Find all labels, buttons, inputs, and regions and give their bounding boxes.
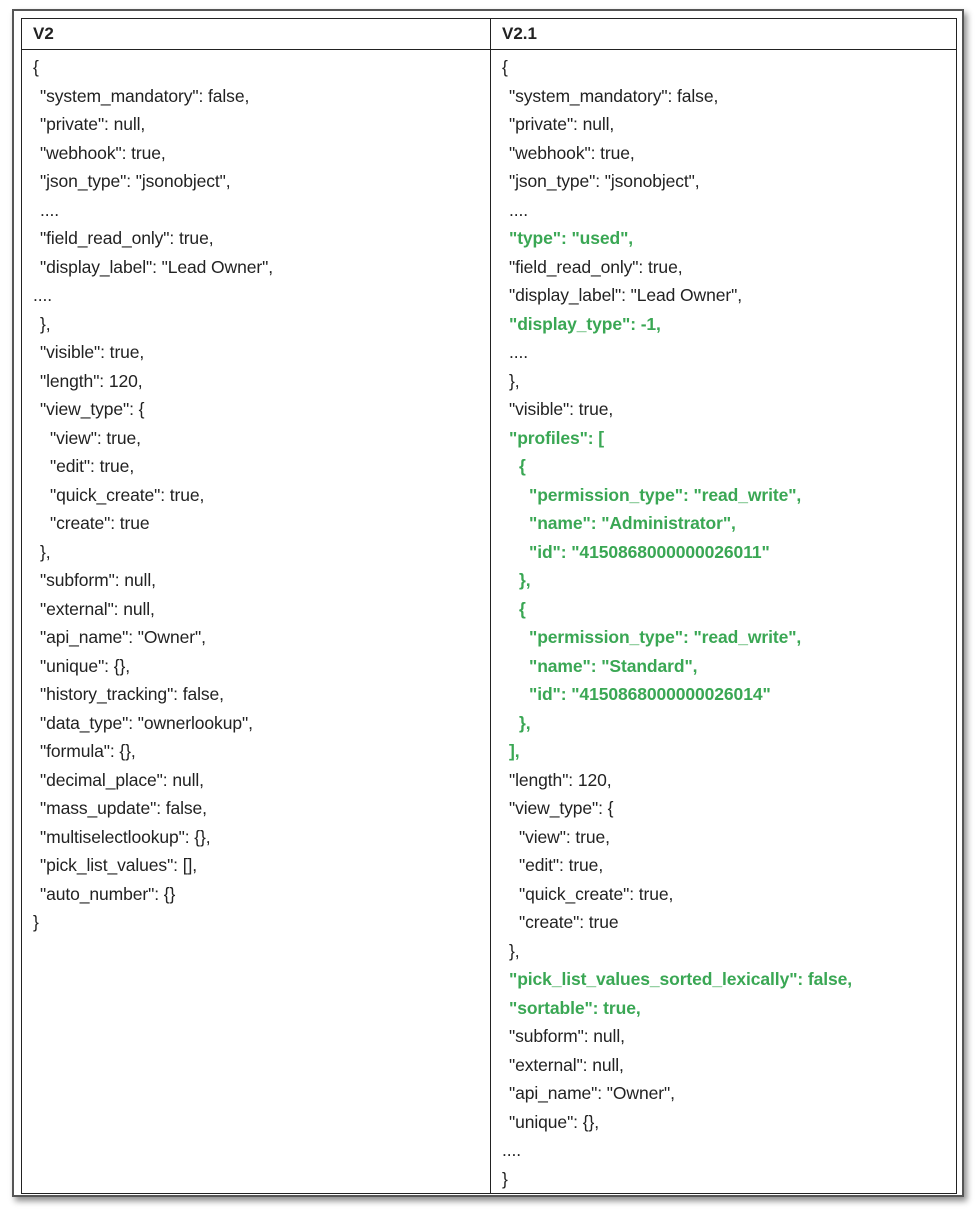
code-line: .... <box>40 199 60 220</box>
code-line: "json_type": "jsonobject", <box>40 171 231 191</box>
code-line: "multiselectlookup": {}, <box>40 826 211 847</box>
code-line-added: "profiles": [ <box>509 427 605 448</box>
code-line-added: ], <box>509 741 520 761</box>
code-line: "webhook": true, <box>40 142 166 163</box>
code-line: "quick_create": true, <box>50 484 205 505</box>
v2-code-block <box>22 50 490 937</box>
code-line: "auto_number": {} <box>40 883 176 904</box>
code-line-added: "name": "Administrator", <box>529 513 736 533</box>
code-line: "visible": true, <box>40 342 145 362</box>
code-line: }, <box>509 940 520 961</box>
code-line: "edit": true, <box>519 855 604 875</box>
code-line-added: "sortable": true, <box>509 997 641 1018</box>
code-line: "create": true <box>50 513 150 533</box>
code-line: "view_type": { <box>40 399 145 419</box>
code-line: "history_tracking": false, <box>40 684 224 704</box>
code-line: "view_type": { <box>509 798 614 818</box>
code-line-added: "display_type": -1, <box>509 313 661 334</box>
code-line: "display_label": "Lead Owner", <box>40 256 273 277</box>
code-line: "length": 120, <box>509 769 612 790</box>
code-line: { <box>502 57 508 77</box>
v2-1-code-block <box>491 50 956 1193</box>
code-line: "view": true, <box>50 427 141 448</box>
code-line: { <box>33 57 39 77</box>
code-line-added: { <box>519 598 526 619</box>
v2-code-cell <box>22 50 491 1194</box>
code-line-added: "type": "used", <box>509 228 634 248</box>
code-line: .... <box>502 1140 522 1160</box>
code-line: "json_type": "jsonobject", <box>509 171 700 191</box>
code-line: "subform": null, <box>40 570 156 590</box>
code-line-added: "id": "4150868000000026011" <box>529 541 770 562</box>
code-line: "unique": {}, <box>509 1111 599 1132</box>
code-line-added: { <box>519 456 526 476</box>
code-line: "external": null, <box>509 1054 624 1075</box>
code-line: "length": 120, <box>40 370 143 391</box>
code-line-added: "name": "Standard", <box>529 655 698 676</box>
code-line: "quick_create": true, <box>519 883 674 904</box>
code-line: "unique": {}, <box>40 655 130 676</box>
code-line: "api_name": "Owner", <box>40 627 206 647</box>
code-line-added: "id": "4150868000000026014" <box>529 684 771 704</box>
code-line: "data_type": "ownerlookup", <box>40 712 253 733</box>
code-line: "formula": {}, <box>40 741 136 761</box>
code-line: "field_read_only": true, <box>40 228 214 248</box>
code-line: } <box>33 912 39 932</box>
code-line: "pick_list_values": [], <box>40 855 197 875</box>
comparison-frame <box>12 9 964 1197</box>
body-row <box>22 50 957 1194</box>
code-line: }, <box>40 541 51 562</box>
code-line: "field_read_only": true, <box>509 256 683 277</box>
code-line: "webhook": true, <box>509 142 635 163</box>
code-line: "create": true <box>519 912 619 932</box>
code-line: "visible": true, <box>509 399 614 419</box>
code-line: "edit": true, <box>50 456 135 476</box>
header-row <box>22 19 957 50</box>
code-line: "system_mandatory": false, <box>509 85 719 106</box>
header-v2-1: V2.1 <box>491 19 957 50</box>
code-line-added: "pick_list_values_sorted_lexically": false, <box>509 969 853 989</box>
code-line: }, <box>509 370 520 391</box>
code-line: .... <box>509 342 529 362</box>
header-v2: V2 <box>22 19 491 50</box>
code-line: }, <box>40 313 51 334</box>
code-line: .... <box>509 199 529 220</box>
code-line-added: "permission_type": "read_write", <box>529 627 802 647</box>
code-line: "display_label": "Lead Owner", <box>509 285 742 305</box>
v2-1-code-cell <box>491 50 957 1194</box>
code-line: } <box>502 1168 508 1189</box>
code-line: "decimal_place": null, <box>40 769 204 790</box>
code-line: "external": null, <box>40 598 155 619</box>
code-line: .... <box>33 285 53 305</box>
code-line-added: }, <box>519 570 531 590</box>
code-line: "mass_update": false, <box>40 798 207 818</box>
code-line: "private": null, <box>509 114 615 134</box>
code-line: "view": true, <box>519 826 610 847</box>
code-line: "subform": null, <box>509 1026 625 1046</box>
code-line-added: }, <box>519 712 531 733</box>
code-line-added: "permission_type": "read_write", <box>529 484 802 505</box>
comparison-table <box>21 18 957 1194</box>
code-line: "api_name": "Owner", <box>509 1083 675 1103</box>
code-line: "system_mandatory": false, <box>40 85 250 106</box>
code-line: "private": null, <box>40 114 146 134</box>
